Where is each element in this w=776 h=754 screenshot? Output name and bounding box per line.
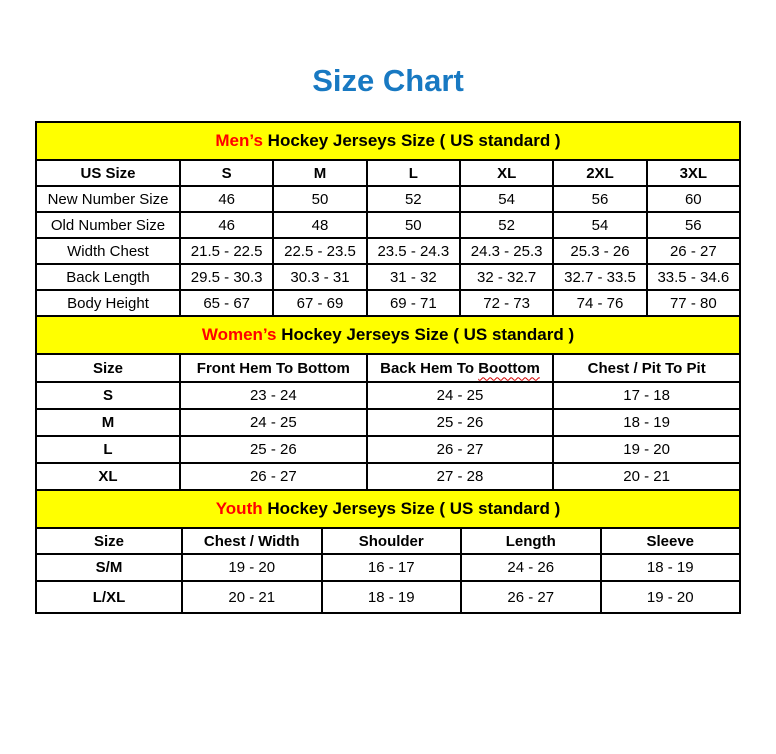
row-label: L/XL (36, 581, 182, 613)
size-value-cell: 46 (180, 186, 273, 212)
size-value-cell: 26 - 27 (180, 463, 367, 490)
size-value-cell: 54 (460, 186, 553, 212)
womens-band-row (36, 316, 740, 354)
youth-title-highlight: Youth (215, 499, 263, 518)
column-header: 2XL (553, 160, 646, 186)
size-value-cell: 25 - 26 (180, 436, 367, 463)
row-label: M (36, 409, 180, 436)
column-header: Shoulder (322, 528, 462, 554)
size-value-cell: 46 (180, 212, 273, 238)
size-value-cell: 33.5 - 34.6 (647, 264, 740, 290)
column-header: Chest / Pit To Pit (553, 354, 740, 382)
size-value-cell: 24.3 - 25.3 (460, 238, 553, 264)
size-value-cell: 56 (647, 212, 740, 238)
size-value-cell: 48 (273, 212, 366, 238)
size-value-cell: 56 (553, 186, 646, 212)
size-value-cell: 18 - 19 (601, 554, 741, 581)
size-value-cell: 32 - 32.7 (460, 264, 553, 290)
table-row (36, 382, 740, 409)
column-header: Length (461, 528, 601, 554)
womens-table-title (36, 316, 740, 354)
womens-title-highlight: Women’s (201, 325, 277, 344)
mens-title-rest: Hockey Jerseys Size ( US standard ) (267, 131, 561, 150)
page-title: Size Chart (312, 63, 464, 98)
row-label: XL (36, 463, 180, 490)
row-label: S (36, 382, 180, 409)
size-value-cell: 19 - 20 (553, 436, 740, 463)
size-value-cell: 74 - 76 (553, 290, 646, 316)
column-header: Size (36, 528, 182, 554)
size-value-cell: 24 - 25 (180, 409, 367, 436)
size-value-cell: 25 - 26 (367, 409, 554, 436)
size-value-cell: 16 - 17 (322, 554, 462, 581)
size-value-cell: 50 (367, 212, 460, 238)
size-value-cell: 29.5 - 30.3 (180, 264, 273, 290)
column-header: S (180, 160, 273, 186)
size-value-cell: 24 - 26 (461, 554, 601, 581)
mens-band-row (36, 122, 740, 160)
column-header: 3XL (647, 160, 740, 186)
table-row (36, 409, 740, 436)
size-value-cell: 18 - 19 (553, 409, 740, 436)
size-value-cell: 32.7 - 33.5 (553, 264, 646, 290)
table-row (36, 186, 740, 212)
table-row (36, 290, 740, 316)
column-header: US Size (36, 160, 180, 186)
size-value-cell: 26 - 27 (647, 238, 740, 264)
size-value-cell: 30.3 - 31 (273, 264, 366, 290)
size-value-cell: 60 (647, 186, 740, 212)
youth-band-row (36, 490, 740, 528)
size-value-cell: 23.5 - 24.3 (367, 238, 460, 264)
youth-header-row (36, 528, 740, 554)
size-value-cell: 24 - 25 (367, 382, 554, 409)
size-chart-container (35, 121, 741, 614)
column-header-misspelled (367, 354, 554, 382)
youth-title-rest: Hockey Jerseys Size ( US standard ) (267, 499, 561, 518)
size-value-cell: 67 - 69 (273, 290, 366, 316)
row-label: S/M (36, 554, 182, 581)
size-value-cell: 21.5 - 22.5 (180, 238, 273, 264)
table-row (36, 554, 740, 581)
table-row (36, 463, 740, 490)
row-label: L (36, 436, 180, 463)
size-value-cell: 26 - 27 (461, 581, 601, 613)
row-label: Back Length (36, 264, 180, 290)
size-value-cell: 22.5 - 23.5 (273, 238, 366, 264)
size-value-cell: 19 - 20 (601, 581, 741, 613)
table-row (36, 238, 740, 264)
size-value-cell: 20 - 21 (553, 463, 740, 490)
table-row (36, 212, 740, 238)
column-header-text: Back Hem To (380, 359, 475, 377)
size-value-cell: 27 - 28 (367, 463, 554, 490)
column-header: XL (460, 160, 553, 186)
table-row (36, 264, 740, 290)
size-value-cell: 19 - 20 (182, 554, 322, 581)
row-label: Width Chest (36, 238, 180, 264)
size-value-cell: 54 (553, 212, 646, 238)
column-header: Size (36, 354, 180, 382)
column-header: L (367, 160, 460, 186)
size-value-cell: 17 - 18 (553, 382, 740, 409)
size-value-cell: 69 - 71 (367, 290, 460, 316)
size-value-cell: 50 (273, 186, 366, 212)
misspelled-word: Boottom (478, 359, 540, 377)
column-header: Chest / Width (182, 528, 322, 554)
row-label: Body Height (36, 290, 180, 316)
mens-header-row (36, 160, 740, 186)
size-value-cell: 65 - 67 (180, 290, 273, 316)
womens-size-table (35, 315, 741, 491)
column-header: M (273, 160, 366, 186)
size-value-cell: 18 - 19 (322, 581, 462, 613)
womens-header-row (36, 354, 740, 382)
column-header: Front Hem To Bottom (180, 354, 367, 382)
size-value-cell: 25.3 - 26 (553, 238, 646, 264)
row-label: Old Number Size (36, 212, 180, 238)
size-value-cell: 72 - 73 (460, 290, 553, 316)
youth-table-title (36, 490, 740, 528)
size-value-cell: 52 (367, 186, 460, 212)
size-value-cell: 20 - 21 (182, 581, 322, 613)
size-value-cell: 31 - 32 (367, 264, 460, 290)
youth-size-table (35, 489, 741, 614)
size-value-cell: 52 (460, 212, 553, 238)
column-header: Sleeve (601, 528, 741, 554)
size-value-cell: 26 - 27 (367, 436, 554, 463)
size-value-cell: 23 - 24 (180, 382, 367, 409)
mens-title-highlight: Men’s (215, 131, 263, 150)
womens-title-rest: Hockey Jerseys Size ( US standard ) (281, 325, 575, 344)
mens-size-table (35, 121, 741, 317)
mens-table-title (36, 122, 740, 160)
row-label: New Number Size (36, 186, 180, 212)
table-row (36, 581, 740, 613)
size-value-cell: 77 - 80 (647, 290, 740, 316)
table-row (36, 436, 740, 463)
